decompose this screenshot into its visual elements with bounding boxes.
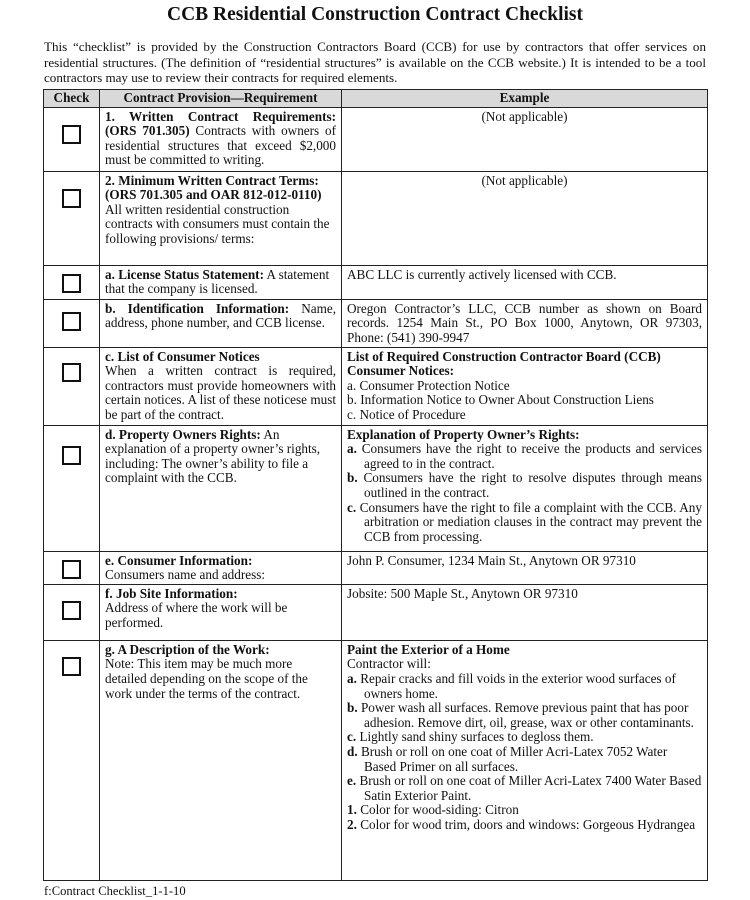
checkbox[interactable]: [62, 560, 81, 579]
example-subheading: Contractor will:: [347, 656, 431, 672]
intro-paragraph: This “checklist” is provided by the Construction Contractors Board (CCB) for use by contractors that offer services on residential structures. (The definition of “residential structures” is available on the CCB website.) It is intended to be a tool contractors may use to review their contracts for required elements.: [44, 39, 706, 86]
example-cell: (Not applicable): [342, 171, 708, 265]
example-cell: [342, 347, 708, 425]
provision-cell: 1. Written Contract Requirements: (ORS 701.305) Contracts with owners of residential structures that exceed $2,000 must be committed to writing.: [100, 107, 342, 171]
check-cell[interactable]: [44, 425, 100, 551]
example-cell: Jobsite: 500 Maple St., Anytown OR 97310: [342, 584, 708, 640]
provision-cell: d. Property Owners Rights: An explanation of a property owner’s rights, including: The owner’s ability to file a complaint with the CCB.: [100, 425, 342, 551]
example-cell: Oregon Contractor’s LLC, CCB number as shown on Board records. 1254 Main St., PO Box 1000, Anytown, OR 97303, Phone: (541) 390-9947: [342, 299, 708, 347]
table-row: [44, 265, 708, 299]
list-item: b. Power wash all surfaces. Remove previous paint that has poor adhesion. Remove dirt, oil, grease, wax or other contaminants.: [347, 700, 694, 730]
header-example: Example: [342, 90, 708, 108]
example-cell: [342, 425, 708, 551]
provision-cell: a. License Status Statement: A statement that the company is licensed.: [100, 265, 342, 299]
list-item: c. Lightly sand shiny surfaces to degloss them.: [347, 729, 594, 745]
list-item: d. Brush or roll on one coat of Miller Acri-Latex 7052 Water Based Primer on all surfaces.: [347, 743, 668, 774]
checkbox[interactable]: [62, 446, 81, 465]
table-header-row: [44, 90, 708, 108]
list-item: 2. Color for wood trim, doors and windows: Gorgeous Hydrangea: [347, 816, 696, 832]
check-cell[interactable]: [44, 347, 100, 425]
check-cell[interactable]: [44, 265, 100, 299]
provision-cell: e. Consumer Information: Consumers name and address:: [100, 551, 342, 584]
list-item: a. Consumer Protection Notice: [347, 377, 510, 393]
table-row: [44, 347, 708, 425]
list-item: b. Consumers have the right to resolve disputes through means outlined in the contract.: [347, 470, 702, 500]
check-cell[interactable]: [44, 584, 100, 640]
example-cell: [342, 640, 708, 880]
list-item: c. Notice of Procedure: [347, 406, 466, 422]
checkbox[interactable]: [62, 657, 81, 676]
example-heading: Explanation of Property Owner’s Rights:: [347, 426, 580, 442]
provision-cell: c. List of Consumer Notices When a written contract is required, contractors must provide homeowners with certain notices. A list of these noticese must be part of the contract.: [100, 347, 342, 425]
list-item: a. Repair cracks and fill voids in the exterior wood surfaces of owners home.: [347, 670, 676, 701]
provision-cell: f. Job Site Information: Address of where the work will be performed.: [100, 584, 342, 640]
checkbox[interactable]: [62, 363, 81, 382]
header-check: Check: [44, 90, 100, 108]
table-row: [44, 640, 708, 880]
checkbox[interactable]: [62, 125, 81, 144]
footer-filename: f:Contract Checklist_1-1-10: [44, 884, 186, 898]
example-heading: Paint the Exterior of a Home: [347, 641, 510, 657]
list-item: a. Consumers have the right to receive the products and services agreed to in the contract.: [347, 441, 703, 471]
list-item: e. Brush or roll on one coat of Miller Acri-Latex 7400 Water Based Satin Exterior Paint.: [347, 773, 702, 803]
example-cell: (Not applicable): [342, 107, 708, 171]
checkbox[interactable]: [62, 274, 81, 293]
table-row: [44, 171, 708, 265]
checklist-table: [43, 89, 708, 881]
provision-cell: 2. Minimum Written Contract Terms: (ORS 701.305 and OAR 812-012-0110) All written residential construction contracts with consumers must contain the following provisions/ terms:: [100, 171, 342, 265]
check-cell[interactable]: [44, 551, 100, 584]
example-cell: ABC LLC is currently actively licensed with CCB.: [342, 265, 708, 299]
check-cell[interactable]: [44, 107, 100, 171]
checkbox[interactable]: [62, 189, 81, 208]
check-cell[interactable]: [44, 171, 100, 265]
checkbox[interactable]: [62, 312, 81, 331]
provision-cell: b. Identification Information: Name, address, phone number, and CCB license.: [100, 299, 342, 347]
list-item: 1. Color for wood-siding: Citron: [347, 802, 519, 818]
header-provision: Contract Provision—Requirement: [100, 90, 342, 108]
example-heading: List of Required Construction Contractor Board (CCB) Consumer Notices:: [347, 348, 661, 379]
check-cell[interactable]: [44, 299, 100, 347]
table-row: [44, 299, 708, 347]
table-row: [44, 425, 708, 551]
table-row: [44, 107, 708, 171]
list-item: b. Information Notice to Owner About Construction Liens: [347, 392, 654, 408]
check-cell[interactable]: [44, 640, 100, 880]
provision-cell: g. A Description of the Work: Note: This item may be much more detailed depending on the scope of the work under the terms of the contract.: [100, 640, 342, 880]
checkbox[interactable]: [62, 601, 81, 620]
list-item: c. Consumers have the right to file a complaint with the CCB. Any arbitration or mediation clauses in the contract may prevent the CCB from processing.: [347, 499, 702, 544]
example-cell: John P. Consumer, 1234 Main St., Anytown OR 97310: [342, 551, 708, 584]
table-row: [44, 584, 708, 640]
document-title: CCB Residential Construction Contract Checklist: [167, 4, 583, 25]
table-row: [44, 551, 708, 584]
